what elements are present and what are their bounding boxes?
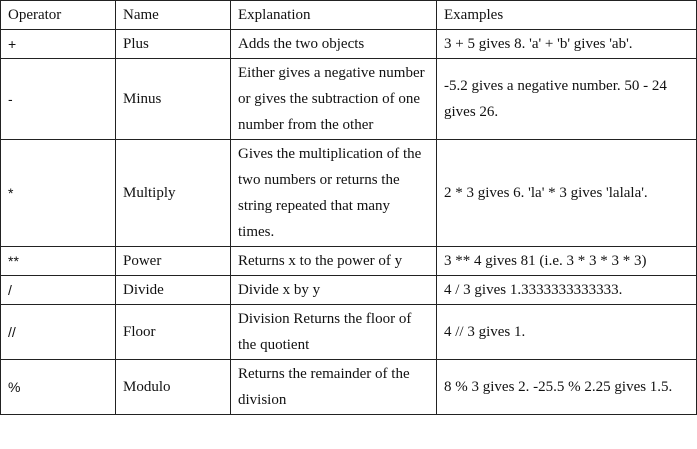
header-operator: Operator [1,1,116,30]
operator-cell: // [1,305,116,360]
operator-cell: * [1,140,116,247]
examples-cell: 8 % 3 gives 2. -25.5 % 2.25 gives 1.5. [437,360,697,415]
table-row [1,247,697,276]
header-examples: Examples [437,1,697,30]
explanation-cell: Adds the two objects [231,30,437,59]
table-row [1,140,697,247]
explanation-cell: Either gives a negative number or gives the subtraction of one number from the other [231,59,437,140]
table-row [1,30,697,59]
table-header-row [1,1,697,30]
operator-cell: % [1,360,116,415]
explanation-cell: Divide x by y [231,276,437,305]
examples-cell: 3 ** 4 gives 81 (i.e. 3 * 3 * 3 * 3) [437,247,697,276]
examples-cell: 4 // 3 gives 1. [437,305,697,360]
name-cell: Plus [116,30,231,59]
name-cell: Minus [116,59,231,140]
examples-cell: 4 / 3 gives 1.3333333333333. [437,276,697,305]
explanation-cell: Returns x to the power of y [231,247,437,276]
name-cell: Modulo [116,360,231,415]
operator-cell: + [1,30,116,59]
operator-cell: ** [1,247,116,276]
operator-cell: / [1,276,116,305]
name-cell: Divide [116,276,231,305]
table-row [1,276,697,305]
explanation-cell: Returns the remainder of the division [231,360,437,415]
operator-cell: - [1,59,116,140]
examples-cell: 3 + 5 gives 8. 'a' + 'b' gives 'ab'. [437,30,697,59]
header-name: Name [116,1,231,30]
name-cell: Power [116,247,231,276]
explanation-cell: Division Returns the floor of the quotient [231,305,437,360]
name-cell: Floor [116,305,231,360]
table-row [1,360,697,415]
table-row [1,305,697,360]
explanation-cell: Gives the multiplication of the two numbers or returns the string repeated that many times. [231,140,437,247]
header-explanation: Explanation [231,1,437,30]
table-row [1,59,697,140]
name-cell: Multiply [116,140,231,247]
examples-cell: -5.2 gives a negative number. 50 - 24 gives 26. [437,59,697,140]
examples-cell: 2 * 3 gives 6. 'la' * 3 gives 'lalala'. [437,140,697,247]
